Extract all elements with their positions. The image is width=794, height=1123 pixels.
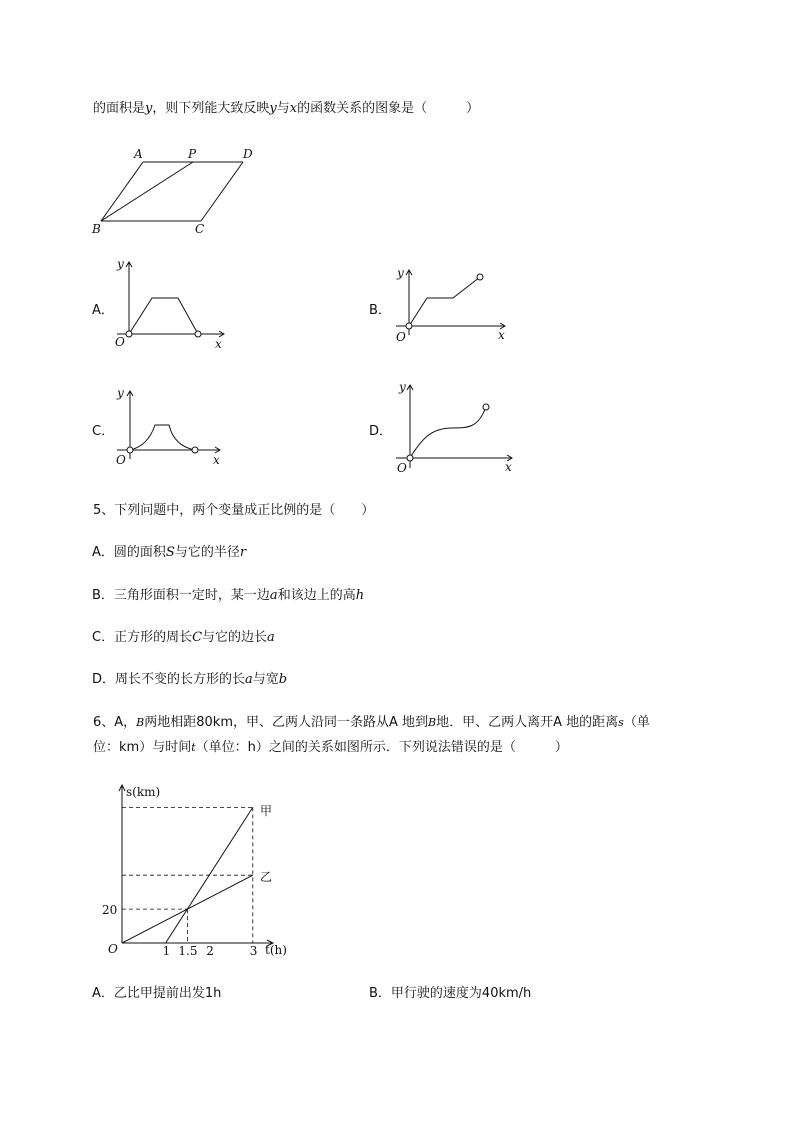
q5-option-b-var2: h	[355, 588, 365, 603]
q5-option-a-mid: 与它的半径	[174, 545, 240, 560]
q6-line1-a: 6、A，	[93, 715, 137, 730]
y-tick-label-20: 20	[102, 903, 118, 918]
series-label-yi: 乙	[260, 870, 273, 884]
q6-line1-d: B	[428, 716, 437, 729]
q5-option-b-mid: 和该边上的高	[277, 588, 356, 603]
q4-stem-suffix: 的函数关系的图象是（ ）	[297, 101, 480, 116]
option-b-x-label: x	[498, 328, 505, 342]
q4-stem-var-y2: y	[269, 101, 277, 116]
option-a-origin-label: O	[115, 335, 125, 349]
y-axis-label: s(km)	[126, 785, 161, 799]
q5-option-b-var1: a	[269, 588, 278, 603]
q4-stem-mid: ，则下列能大致反映	[152, 101, 270, 116]
q6-line1-s: s	[618, 716, 624, 729]
option-a-y-label: y	[117, 257, 124, 271]
option-d-origin-label: O	[397, 461, 407, 475]
q5-option-a-var1: S	[165, 545, 175, 560]
q5-option-d-var1: a	[245, 672, 253, 687]
x-tick-label: 3	[249, 944, 258, 958]
origin-label: O	[108, 942, 118, 956]
option-a-x-label: x	[215, 337, 222, 351]
vertex-label-C: C	[195, 222, 205, 236]
option-c-y-label: y	[117, 386, 124, 400]
option-b-y-label: y	[397, 266, 404, 280]
q6-line1-b: B	[136, 716, 145, 729]
q6-line2-a: 位：km）与时间	[93, 740, 192, 755]
q4-stem-var-y: y	[145, 101, 153, 116]
q6-line1-c: 两地相距80km，甲、乙两人沿同一条路从A 地到	[144, 715, 429, 730]
q5-option-d-var2: b	[278, 672, 288, 687]
vertex-label-B: B	[92, 222, 101, 236]
q4-stem-prefix: 的面积是	[93, 101, 146, 116]
option-c-origin-label: O	[116, 453, 126, 467]
q5-option-c-var2: a	[267, 630, 275, 645]
q5-option-c-var1: C	[192, 630, 203, 645]
q4-stem-and: 与	[276, 101, 290, 116]
x-tick-label: 1.5	[178, 944, 198, 958]
q5-stem: 5、下列问题中，两个变量成正比例的是（ ）	[93, 503, 375, 518]
q4-stem-var-x: x	[289, 101, 298, 116]
q6-option-a: A．乙比甲提前出发1h	[92, 986, 222, 1001]
q6-option-b: B．甲行驶的速度为40km/h	[369, 986, 532, 1001]
q4-option-d-label: D．	[369, 424, 393, 439]
q6-line2-t: t	[191, 741, 196, 754]
q5-option-c-mid: 与它的边长	[202, 630, 268, 645]
option-d-x-label: x	[505, 460, 512, 474]
q5-option-a-var2: r	[239, 545, 247, 560]
option-d-y-label: y	[399, 380, 406, 394]
vertex-label-D: D	[243, 147, 253, 161]
q5-option-a-prefix: A．圆的面积	[92, 545, 166, 560]
q6-line2-b: （单位：h）之间的关系如图所示．下列说法错误的是（ ）	[195, 740, 568, 755]
q4-option-b-label: B．	[369, 303, 391, 318]
q4-option-a-label: A．	[92, 303, 114, 318]
q5-option-d-mid: 与宽	[252, 672, 279, 687]
vertex-label-P: P	[188, 147, 197, 161]
option-b-origin-label: O	[396, 330, 406, 344]
x-tick-label: 2	[206, 944, 214, 958]
x-axis-label: t(h)	[265, 943, 287, 957]
vertex-label-A: A	[134, 147, 143, 161]
q6-line1-e: 地．甲、乙两人离开A 地的距离	[436, 715, 619, 730]
q5-option-d-prefix: D．周长不变的长方形的长	[92, 672, 246, 687]
option-c-x-label: x	[213, 453, 220, 467]
q5-option-b-prefix: B．三角形面积一定时，某一边	[92, 588, 270, 603]
q5-option-c-prefix: C．正方形的周长	[92, 630, 193, 645]
x-tick-label: 1	[162, 944, 171, 958]
q4-option-c-label: C．	[92, 424, 115, 439]
series-label-jia: 甲	[260, 804, 273, 818]
q6-line1-f: （单	[623, 715, 650, 730]
